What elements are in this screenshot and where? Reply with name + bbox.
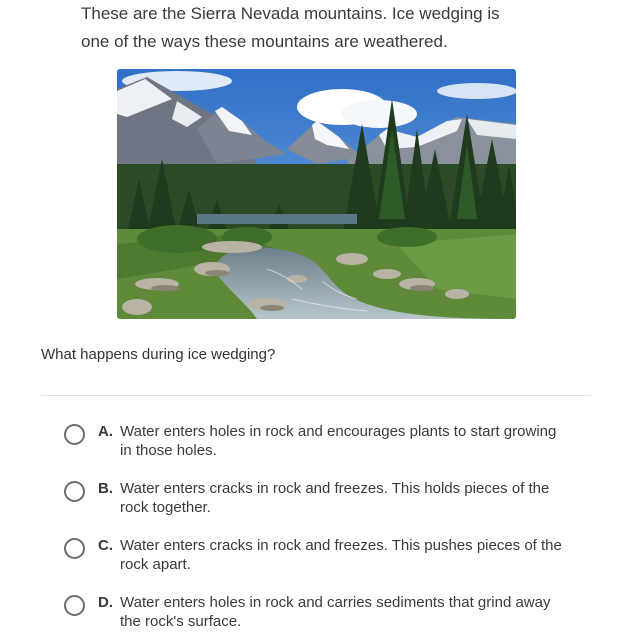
option-text-line: in those holes.	[120, 442, 217, 459]
option-letter: B.	[98, 480, 113, 497]
option-b[interactable]	[64, 479, 599, 517]
option-letter: C.	[98, 537, 113, 554]
option-text-line: Water enters cracks in rock and freezes. This holds pieces of the	[120, 480, 550, 497]
sierra-nevada-photo	[117, 69, 516, 319]
radio-circle-icon[interactable]	[64, 481, 85, 502]
option-text	[120, 422, 595, 460]
option-text-line: Water enters cracks in rock and freezes. This pushes pieces of the	[120, 537, 562, 554]
option-text	[120, 536, 595, 574]
question-text: What happens during ice wedging?	[41, 346, 276, 363]
intro-line-2: one of the ways these mountains are weathered.	[81, 32, 448, 51]
radio-circle-icon[interactable]	[64, 424, 85, 445]
option-text-line: Water enters holes in rock and encourages plants to start growing	[120, 423, 557, 440]
divider	[41, 395, 591, 396]
option-letter: A.	[98, 423, 113, 440]
option-text	[120, 593, 595, 631]
option-c[interactable]	[64, 536, 599, 574]
option-text-line: Water enters holes in rock and carries sediments that grind away	[120, 594, 551, 611]
option-text	[120, 479, 595, 517]
radio-circle-icon[interactable]	[64, 595, 85, 616]
intro-line-1: These are the Sierra Nevada mountains. Ice wedging is	[81, 4, 500, 23]
option-text-line: rock apart.	[120, 556, 191, 573]
option-text-line: rock together.	[120, 499, 211, 516]
option-d[interactable]	[64, 593, 599, 631]
option-letter: D.	[98, 594, 113, 611]
radio-circle-icon[interactable]	[64, 538, 85, 559]
lake	[197, 214, 357, 224]
intro-text	[81, 0, 551, 56]
option-a[interactable]	[64, 422, 599, 460]
option-text-line: the rock's surface.	[120, 613, 242, 630]
